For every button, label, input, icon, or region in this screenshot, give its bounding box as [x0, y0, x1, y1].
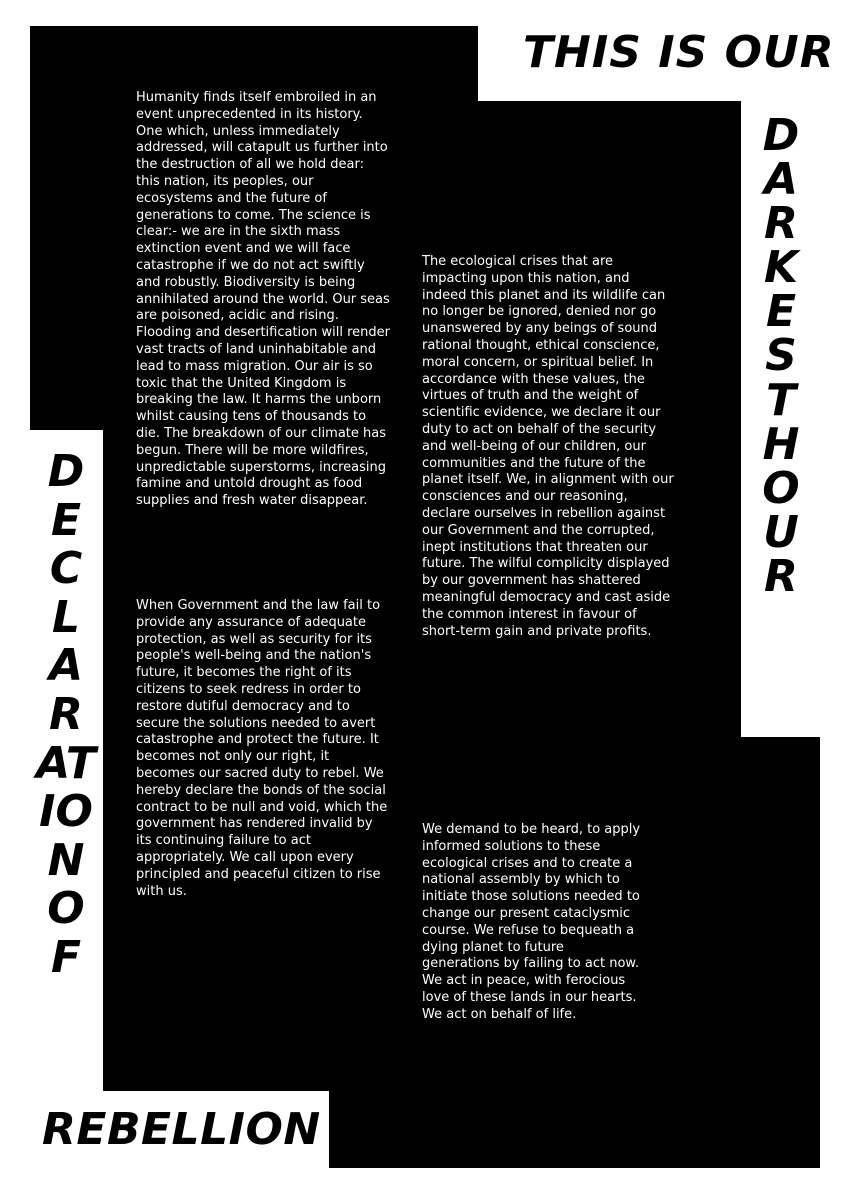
title-box-right	[741, 101, 820, 737]
paragraph-humanity: Humanity finds itself embroiled in an event unprecedented in its history. One which, unless immediately addressed, will catapult us further into the destruction of all we hold dear: this nation, its peoples, our ecosystems and the future of generations to come. The science is clear:- we are in the sixth mass extinction event and we will face catastrophe if we do not act swiftly and robustly. Biodiversity is being annihilated around the world. Our seas are poisoned, acidic and rising. Flooding and desertification will render vast tracts of land uninhabitable and lead to mass migration. Our air is so toxic that the United Kingdom is breaking the law. It harms the unborn whilst causing tens of thousands to die. The breakdown of our climate has begun. There will be more wildfires, unpredictable superstorms, increasing famine and untold drought as food supplies and fresh water disappear.	[136, 90, 390, 509]
paragraph-ecological-crises: The ecological crises that are impacting upon this nation, and indeed this planet and its wildlife can no longer be ignored, denied nor go unanswered by any beings of sound rational thought, ethical conscience, moral concern, or spiritual belief. In accordance with these values, the virtues of truth and the weight of scientific evidence, we declare it our duty to act on behalf of the security and well-being of our children, our communities and the future of the planet itself. We, in alignment with our consciences and our reasoning, declare ourselves in rebellion against our Government and the corrupted, inept institutions that threaten our future. The wilful complicity displayed by our government has shattered meaningful democracy and cast aside the common interest in favour of short-term gain and private profits.	[422, 254, 674, 639]
title-declaration-of: DECLARATION OF	[36, 446, 96, 983]
title-darkest-hour: DARKEST HOUR	[762, 110, 800, 602]
paragraph-we-demand: We demand to be heard, to apply informed solutions to these ecological crises and to create a national assembly by which to initiate those solutions needed to change our present cataclysmic course. We refuse to bequeath a dying planet to future generations by failing to act now. We act in peace, with ferocious love of these lands in our hearts. We act on behalf of life.	[422, 822, 641, 1022]
paragraph-when-government: When Government and the law fail to provide any assurance of adequate protection, as well as security for its people's well-being and the nation's future, it becomes the right of its citizens to seek redress in order to restore dutiful democracy and to secure the solutions needed to avert catastrophe and protect the future. It becomes not only our right, it becomes our sacred duty to rebel. We hereby declare the bonds of the social contract to be null and void, which the government has rendered invalid by its continuing failure to act appropriately. We call upon every principled and peaceful citizen to rise with us.	[136, 598, 388, 899]
title-rebellion: REBELLION	[42, 1104, 321, 1155]
title-box-left	[30, 430, 103, 1091]
title-this-is-our: THIS IS OUR	[523, 27, 835, 78]
title-box-top	[478, 26, 835, 101]
title-box-bottom	[30, 1091, 329, 1169]
